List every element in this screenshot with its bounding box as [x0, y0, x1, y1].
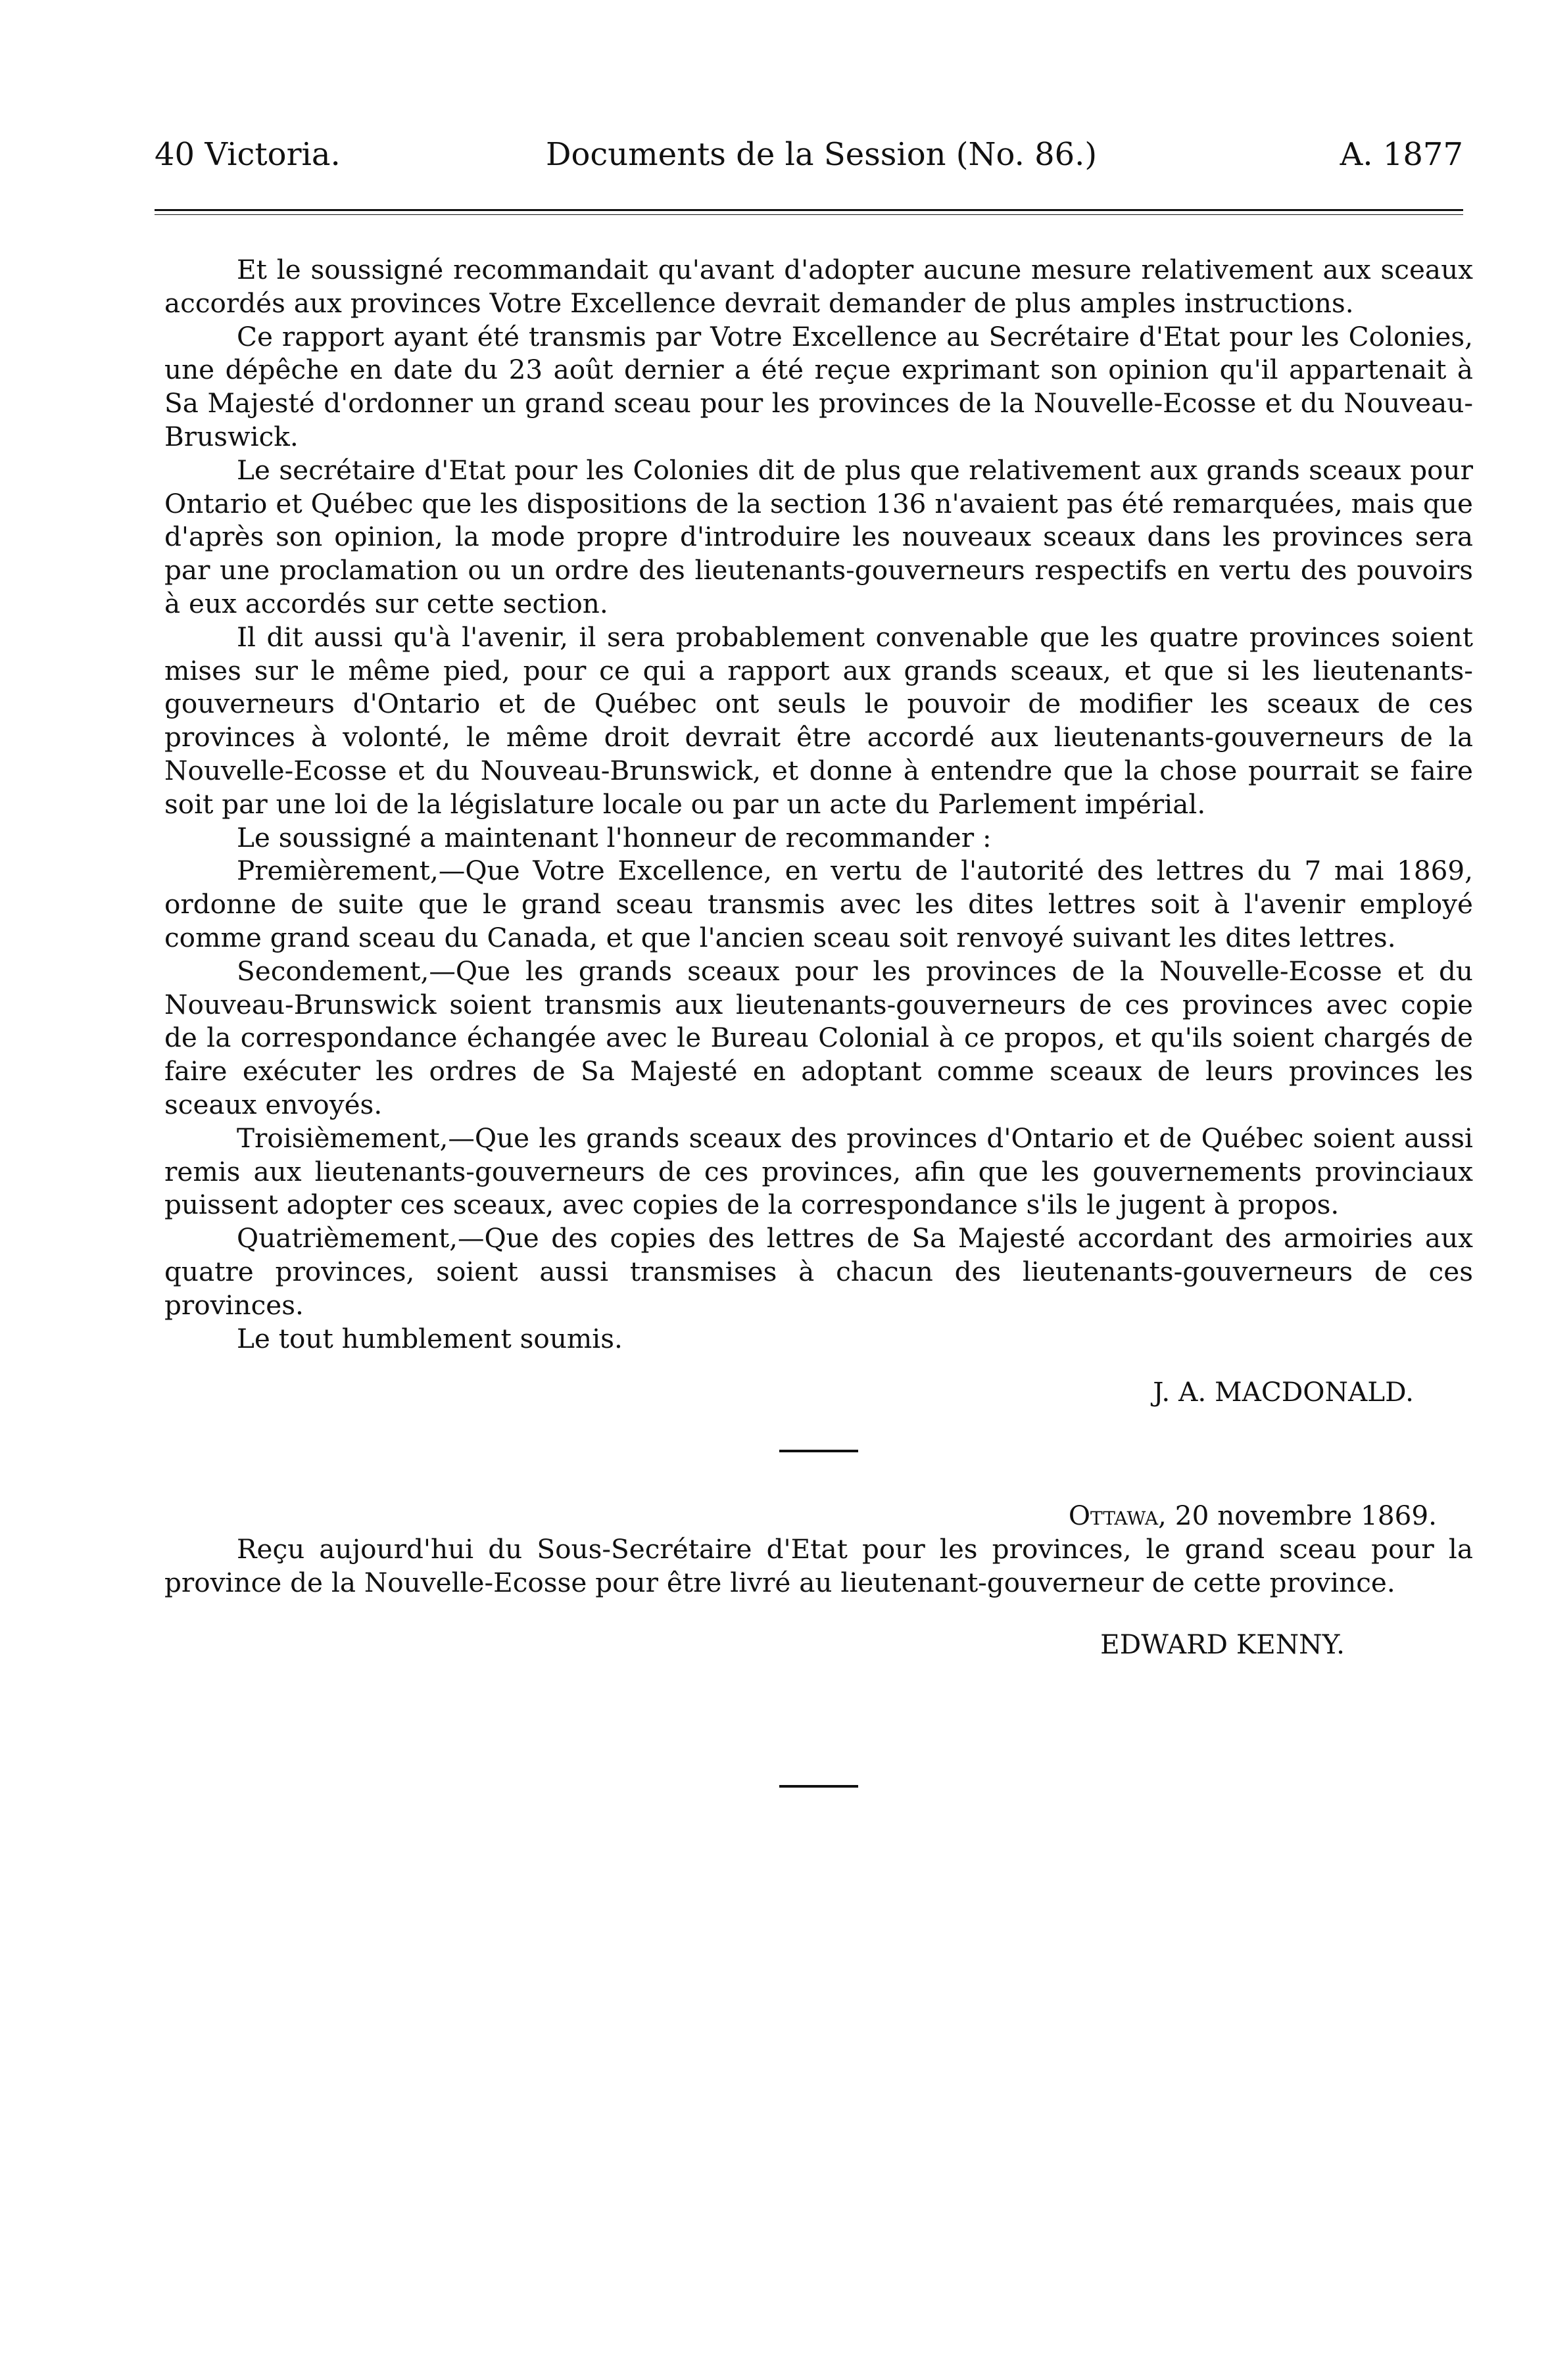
paragraph: Le soussigné a maintenant l'honneur de recommander : [237, 821, 992, 853]
paragraph: Il dit aussi qu'à l'avenir, il sera probablement convenable que les quatre provinces soient mises sur le même pied, pour ce qui a rapport aux grands sceaux, et que si les lieutenants-gouverneurs d'Ontario et de Québec ont seuls le pouvoir de modifier les sceaux de ces provinces à volonté, le même droit devrait être accordé aux lieutenants-gouverneurs de la Nouvelle-Ecosse et du Nouveau-Brunswick, et donne à entendre que la chose pourrait se faire soit par une loi de la législature locale ou par un acte du Parlement impérial. [164, 621, 1473, 820]
paragraph: Premièrement,—Que Votre Excellence, en vertu de l'autorité des lettres du 7 mai 1869, ordonne de suite que le grand sceau transmis avec les dites lettres soit à l'avenir employé comme grand sceau du Canada, et que l'ancien sceau soit renvoyé suivant les dites lettres. [164, 855, 1473, 953]
receipt-paragraph: Reçu aujourd'hui du Sous-Secrétaire d'Etat pour les provinces, le grand sceau pour la province de la Nouvelle-Ecosse pour être livré au lieutenant-gouverneur de cette province. [164, 1533, 1473, 1599]
header-document-title: Documents de la Session (No. 86.) [546, 136, 1098, 173]
running-header [155, 131, 1463, 178]
end-divider [779, 1785, 858, 1788]
paragraph: Troisièmement,—Que les grands sceaux des provinces d'Ontario et de Québec soient aussi remis aux lieutenants-gouverneurs de ces provinces, afin que les gouvernements provinciaux puissent adopter ces sceaux, avec copies de la correspondance s'ils le jugent à propos. [164, 1122, 1473, 1221]
paragraph: Le tout humblement soumis. [237, 1322, 623, 1354]
document-body [164, 253, 1473, 1788]
place-date-line [164, 1498, 1473, 1533]
paragraph: Quatrièmement,—Que des copies des lettres de Sa Majesté accordant des armoiries aux quatre provinces, soient aussi transmises à chacun des lieutenants-gouverneurs de ces provinces. [164, 1222, 1473, 1321]
header-session-year: 40 Victoria. [155, 136, 341, 173]
paragraph: Et le soussigné recommandait qu'avant d'adopter aucune mesure relativement aux sceaux accordés aux provinces Votre Excellence devrait demander de plus amples instructions. [164, 254, 1473, 319]
header-year: A. 1877 [1340, 136, 1463, 173]
paragraph: Le secrétaire d'Etat pour les Colonies dit de plus que relativement aux grands sceaux pour Ontario et Québec que les dispositions de la section 136 n'avaient pas été remarquées, mais que d'après son opinion, la mode propre d'introduire les nouveaux sceaux dans les provinces sera par une proclamation ou un ordre des lieutenants-gouverneurs respectifs en vertu des pouvoirs à eux accordés sur cette section. [164, 454, 1473, 619]
place: Ottawa, [1068, 1500, 1167, 1532]
date: 20 novembre 1869. [1174, 1500, 1437, 1532]
signature-kenny: EDWARD KENNY. [1100, 1628, 1345, 1660]
section-divider [779, 1450, 858, 1452]
paragraph: Ce rapport ayant été transmis par Votre Excellence au Secrétaire d'Etat pour les Colonies, une dépêche en date du 23 août dernier a été reçue exprimant son opinion qu'il appartenait à Sa Majesté d'ordonner un grand sceau pour les provinces de la Nouvelle-Ecosse et du Nouveau-Bruswick. [164, 320, 1473, 452]
header-rule-thick [155, 209, 1463, 211]
paragraph: Secondement,—Que les grands sceaux pour les provinces de la Nouvelle-Ecosse et du Nouveau-Brunswick soient transmis aux lieutenants-gouverneurs de ces provinces avec copie de la correspondance échangée avec le Bureau Colonial à ce propos, et qu'ils soient chargés de faire exécuter les ordres de Sa Majesté en adoptant comme sceaux de leurs provinces les sceaux envoyés. [164, 955, 1473, 1120]
signature-macdonald: J. A. MACDONALD. [1153, 1376, 1414, 1408]
header-rule-thin [155, 214, 1463, 215]
